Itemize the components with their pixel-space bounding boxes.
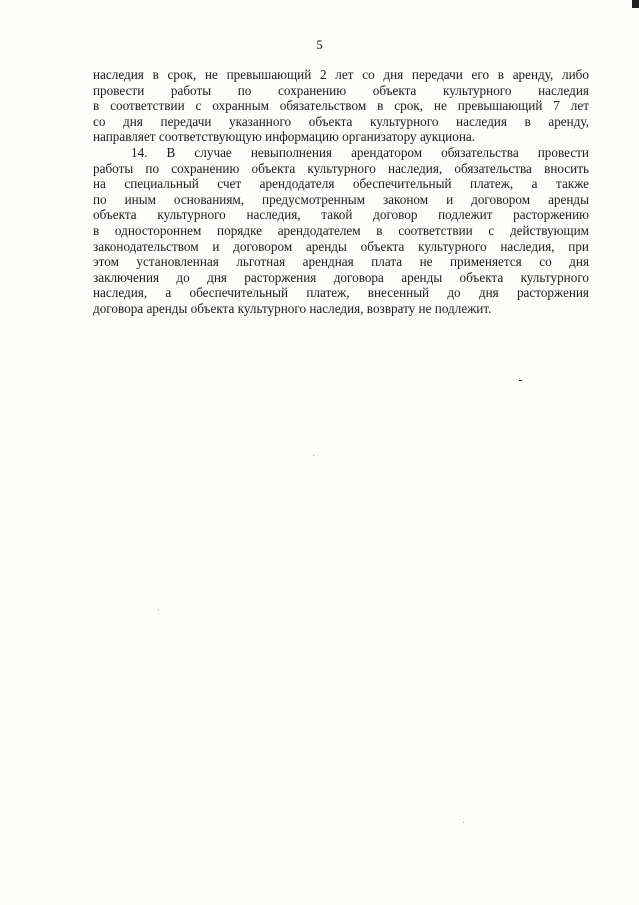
text-line: этом установленная льготная арендная плата не применяется со дня: [93, 254, 589, 270]
scan-speck: [463, 822, 464, 823]
text-line: направляет соответствующую информацию организатору аукциона.: [93, 129, 476, 145]
text-line: объекта культурного наследия, такой договор подлежит расторжению: [93, 207, 589, 223]
scan-speck: [158, 609, 159, 610]
text-line: законодательством и договором аренды объекта культурного наследия, при: [93, 238, 589, 254]
text-line: наследия в срок, не превышающий 2 лет со дня передачи его в аренду, либо: [93, 67, 589, 82]
text-line: наследия, а обеспечительный платеж, внесенный до дня расторжения: [93, 285, 589, 301]
text-line: со дня передачи указанного объекта культурного наследия в аренду,: [93, 113, 589, 129]
scan-speck: [519, 380, 522, 381]
paragraph-14: [93, 145, 589, 317]
text-line: в одностороннем порядке арендодателем в соответствии с действующим: [93, 222, 589, 238]
text-line: в соответствии с охранным обязательством в срок, не превышающий 7 лет: [93, 98, 589, 114]
text-line: 14. В случае невыполнения арендатором обязательства провести: [131, 144, 589, 160]
paragraph-continued: [93, 67, 589, 145]
page-number: 5: [316, 38, 323, 52]
text-line: работы по сохранению объекта культурного наследия, обязательства вносить: [93, 160, 589, 176]
text-line: на специальный счет арендодателя обеспечительный платеж, а также: [93, 176, 589, 192]
text-line: провести работы по сохранению объекта культурного наследия: [93, 82, 589, 98]
text-line: по иным основаниям, предусмотренным законом и договором аренды: [93, 191, 589, 207]
document-body: [93, 67, 589, 317]
text-line: заключения до дня расторжения договора аренды объекта культурного: [93, 269, 589, 285]
scan-speck: [313, 455, 314, 456]
text-line: договора аренды объекта культурного наследия, возврату не подлежит.: [93, 300, 492, 316]
scan-edge-mark: [632, 0, 639, 8]
